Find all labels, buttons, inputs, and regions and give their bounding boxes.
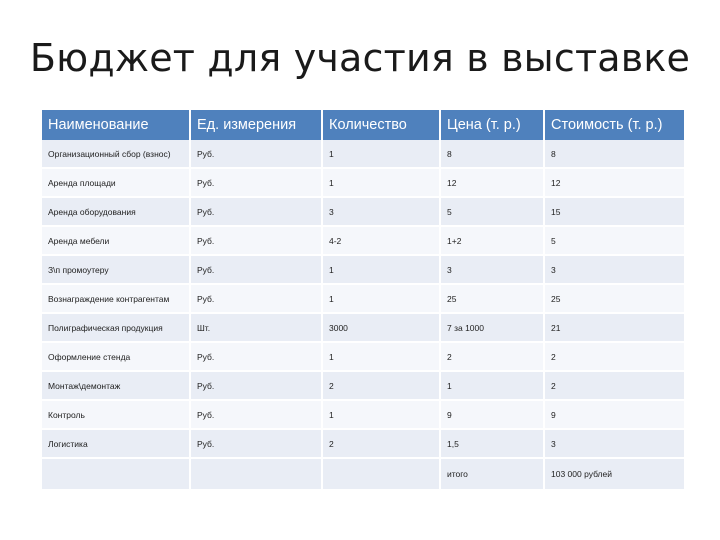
table-row (42, 197, 684, 226)
cell-unit: Руб. (190, 226, 322, 255)
cell-quantity: 4-2 (322, 226, 440, 255)
cell-cost: 8 (544, 140, 684, 168)
cell-cost: 2 (544, 342, 684, 371)
table-row (42, 255, 684, 284)
table-row (42, 371, 684, 400)
table-header-row (42, 110, 684, 140)
total-empty-cell (42, 458, 190, 490)
cell-price: 5 (440, 197, 544, 226)
cell-quantity: 1 (322, 400, 440, 429)
cell-price: 3 (440, 255, 544, 284)
table-row (42, 313, 684, 342)
cell-price: 9 (440, 400, 544, 429)
cell-quantity: 3000 (322, 313, 440, 342)
cell-unit: Руб. (190, 197, 322, 226)
table-row (42, 168, 684, 197)
cell-quantity: 1 (322, 140, 440, 168)
table-row (42, 429, 684, 458)
cell-price: 2 (440, 342, 544, 371)
cell-price: 8 (440, 140, 544, 168)
cell-unit: Руб. (190, 342, 322, 371)
table-row (42, 342, 684, 371)
cell-name: Полиграфическая продукция (42, 313, 190, 342)
cell-unit: Руб. (190, 371, 322, 400)
cell-cost: 3 (544, 255, 684, 284)
budget-table (42, 110, 684, 491)
cell-cost: 21 (544, 313, 684, 342)
cell-name: Логистика (42, 429, 190, 458)
table-row (42, 226, 684, 255)
cell-unit: Шт. (190, 313, 322, 342)
table-row (42, 284, 684, 313)
cell-quantity: 2 (322, 429, 440, 458)
column-header-unit: Ед. измерения (190, 110, 322, 140)
cell-name: Аренда площади (42, 168, 190, 197)
cell-cost: 15 (544, 197, 684, 226)
total-label: итого (440, 458, 544, 490)
total-empty-cell (190, 458, 322, 490)
column-header-quantity: Количество (322, 110, 440, 140)
cell-name: Аренда мебели (42, 226, 190, 255)
cell-quantity: 3 (322, 197, 440, 226)
cell-name: Контроль (42, 400, 190, 429)
cell-price: 1,5 (440, 429, 544, 458)
cell-unit: Руб. (190, 255, 322, 284)
cell-cost: 25 (544, 284, 684, 313)
cell-unit: Руб. (190, 429, 322, 458)
cell-name: З\п промоутеру (42, 255, 190, 284)
cell-name: Организационный сбор (взнос) (42, 140, 190, 168)
cell-price: 25 (440, 284, 544, 313)
cell-name: Вознаграждение контрагентам (42, 284, 190, 313)
cell-quantity: 1 (322, 255, 440, 284)
cell-quantity: 1 (322, 284, 440, 313)
cell-name: Монтаж\демонтаж (42, 371, 190, 400)
total-empty-cell (322, 458, 440, 490)
cell-price: 12 (440, 168, 544, 197)
cell-price: 7 за 1000 (440, 313, 544, 342)
cell-name: Оформление стенда (42, 342, 190, 371)
column-header-cost: Стоимость (т. р.) (544, 110, 684, 140)
column-header-price: Цена (т. р.) (440, 110, 544, 140)
cell-unit: Руб. (190, 400, 322, 429)
cell-cost: 12 (544, 168, 684, 197)
cell-price: 1 (440, 371, 544, 400)
cell-unit: Руб. (190, 168, 322, 197)
cell-price: 1+2 (440, 226, 544, 255)
cell-cost: 5 (544, 226, 684, 255)
column-header-name: Наименование (42, 110, 190, 140)
cell-quantity: 1 (322, 168, 440, 197)
table-row (42, 140, 684, 168)
cell-quantity: 2 (322, 371, 440, 400)
cell-cost: 9 (544, 400, 684, 429)
cell-unit: Руб. (190, 140, 322, 168)
total-row (42, 458, 684, 490)
cell-quantity: 1 (322, 342, 440, 371)
cell-name: Аренда оборудования (42, 197, 190, 226)
cell-cost: 3 (544, 429, 684, 458)
cell-cost: 2 (544, 371, 684, 400)
page-title: Бюджет для участия в выставке (29, 36, 691, 80)
cell-unit: Руб. (190, 284, 322, 313)
total-value: 103 000 рублей (544, 458, 684, 490)
table-row (42, 400, 684, 429)
